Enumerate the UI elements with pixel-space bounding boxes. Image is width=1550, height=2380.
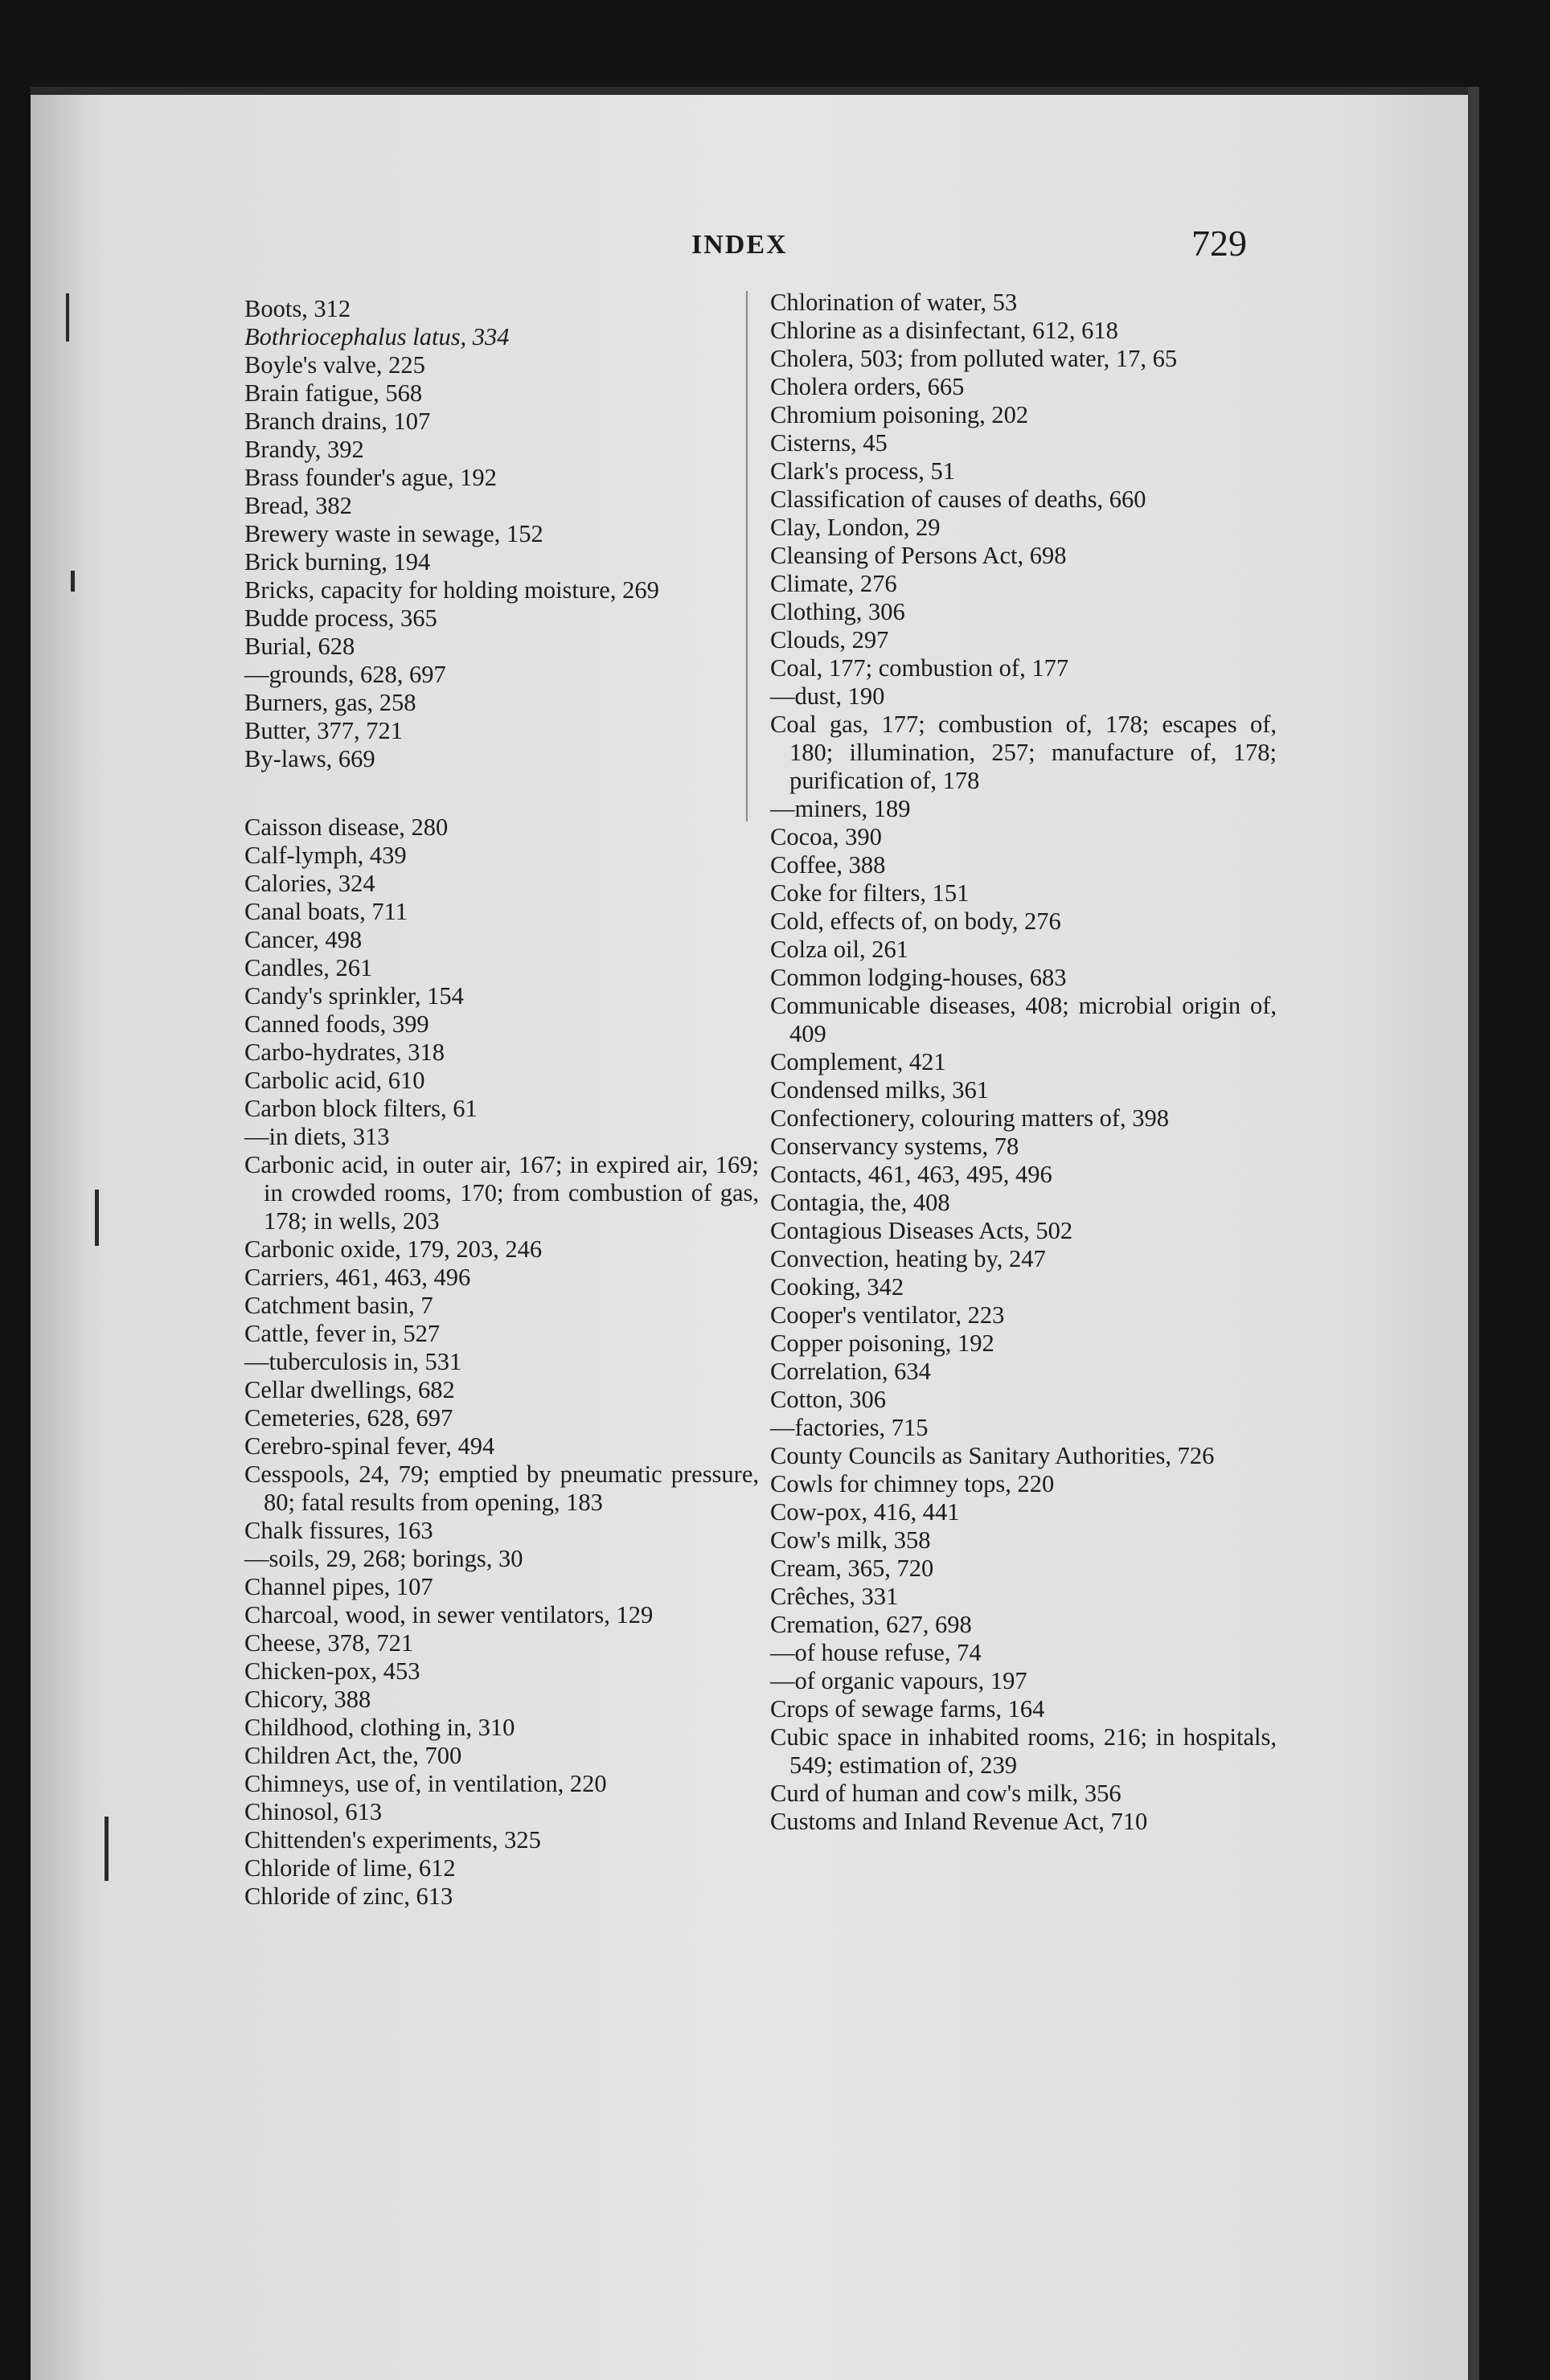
margin-mark	[105, 1817, 109, 1881]
index-entry: Contacts, 461, 463, 495, 496	[770, 1161, 1052, 1188]
index-entry: County Councils as Sanitary Authorities, 726	[770, 1442, 1215, 1469]
index-entry: —of house refuse, 74	[770, 1639, 982, 1666]
index-entry: Canned foods, 399	[244, 1010, 429, 1038]
index-entry: Childhood, clothing in, 310	[244, 1714, 515, 1741]
index-entry: Brass founder's ague, 192	[244, 464, 497, 491]
index-entry: Calf-lymph, 439	[244, 842, 407, 869]
index-entry: —factories, 715	[770, 1414, 929, 1441]
index-entry: Butter, 377, 721	[244, 717, 404, 744]
index-entry: Cesspools, 24, 79; emptied by pneumatic pressure, 80; fatal results from opening, 183	[244, 1460, 759, 1516]
index-entry: Complement, 421	[770, 1048, 946, 1075]
index-entry: Brandy, 392	[244, 436, 364, 463]
index-entry: Conservancy systems, 78	[770, 1133, 1019, 1160]
index-entry: Budde process, 365	[244, 604, 437, 632]
index-column-right	[770, 289, 1277, 1836]
index-entry: Branch drains, 107	[244, 408, 431, 435]
index-entry: Convection, heating by, 247	[770, 1245, 1046, 1272]
index-entry: Chloride of lime, 612	[244, 1854, 456, 1882]
index-entry: Clothing, 306	[770, 598, 905, 625]
index-entry: Confectionery, colouring matters of, 398	[770, 1104, 1170, 1132]
index-entry: —tuberculosis in, 531	[244, 1348, 462, 1375]
index-entry: Cow's milk, 358	[770, 1526, 931, 1554]
index-entry: Climate, 276	[770, 570, 897, 597]
section-gap	[244, 773, 759, 813]
page-edge-right	[1468, 87, 1479, 2380]
running-head: INDEX	[691, 230, 788, 260]
index-entry: Chloride of zinc, 613	[244, 1882, 453, 1910]
index-entry: Coffee, 388	[770, 851, 886, 879]
index-entry: Clay, London, 29	[770, 514, 941, 541]
page-edge-top	[31, 87, 1478, 95]
index-entry: Carbon block filters, 61	[244, 1095, 478, 1122]
index-entry: Cooper's ventilator, 223	[770, 1301, 1005, 1329]
index-entry: Cubic space in inhabited rooms, 216; in hospitals, 549; estimation of, 239	[770, 1723, 1277, 1779]
index-entry: Crops of sewage farms, 164	[770, 1695, 1045, 1723]
index-entry: Cerebro-spinal fever, 494	[244, 1432, 495, 1460]
index-entry: Cow-pox, 416, 441	[770, 1498, 960, 1526]
index-entry: Chromium poisoning, 202	[770, 401, 1029, 428]
index-entry: Carbolic acid, 610	[244, 1067, 425, 1094]
margin-mark	[71, 571, 75, 592]
index-entry: Cotton, 306	[770, 1386, 887, 1413]
index-entry: Bricks, capacity for holding moisture, 269	[244, 576, 659, 604]
index-entry: Chicory, 388	[244, 1686, 371, 1713]
index-entry: Catchment basin, 7	[244, 1292, 433, 1319]
index-entry: Cowls for chimney tops, 220	[770, 1470, 1055, 1497]
index-entry: Candles, 261	[244, 954, 373, 981]
index-entry: Cremation, 627, 698	[770, 1611, 972, 1638]
index-entry: Correlation, 634	[770, 1358, 931, 1385]
index-entry: Cooking, 342	[770, 1273, 904, 1301]
index-column-left	[244, 295, 759, 1911]
index-entry: Cellar dwellings, 682	[244, 1376, 455, 1403]
index-entry: Chittenden's experiments, 325	[244, 1826, 541, 1854]
index-entry: Chlorine as a disinfectant, 612, 618	[770, 317, 1118, 344]
index-entry: Coke for filters, 151	[770, 879, 970, 907]
index-entry: Chinosol, 613	[244, 1798, 383, 1825]
index-entry: Carriers, 461, 463, 496	[244, 1264, 471, 1291]
index-entry: Crêches, 331	[770, 1583, 899, 1610]
index-entry: Chicken-pox, 453	[244, 1657, 420, 1685]
index-entry: Cocoa, 390	[770, 823, 882, 850]
index-entry: Bothriocephalus latus, 334	[244, 323, 510, 350]
index-entry: Copper poisoning, 192	[770, 1329, 994, 1357]
index-entry: Condensed milks, 361	[770, 1076, 989, 1104]
index-entry: Boyle's valve, 225	[244, 351, 425, 379]
index-entry: Carbonic oxide, 179, 203, 246	[244, 1235, 543, 1263]
index-entry: —dust, 190	[770, 682, 885, 710]
index-entry: Chalk fissures, 163	[244, 1517, 433, 1544]
index-entry: Carbo-hydrates, 318	[244, 1038, 445, 1066]
index-entry: Caisson disease, 280	[244, 813, 449, 841]
index-entry: Brick burning, 194	[244, 548, 431, 576]
index-entry: Coal gas, 177; combustion of, 178; escapes of, 180; illumination, 257; manufacture of, 178; purification of, 178	[770, 711, 1277, 794]
index-entry: Customs and Inland Revenue Act, 710	[770, 1808, 1148, 1835]
index-entry: Cattle, fever in, 527	[244, 1320, 441, 1347]
index-entry: Brain fatigue, 568	[244, 379, 423, 407]
index-entry: Candy's sprinkler, 154	[244, 982, 464, 1010]
index-entry: Cholera, 503; from polluted water, 17, 65	[770, 345, 1178, 372]
index-entry: Cleansing of Persons Act, 698	[770, 542, 1067, 569]
index-entry: Coal, 177; combustion of, 177	[770, 654, 1069, 682]
index-entry: Cream, 365, 720	[770, 1555, 934, 1582]
index-entry: By-laws, 669	[244, 745, 375, 772]
index-entry: Children Act, the, 700	[244, 1742, 462, 1769]
index-entry: Brewery waste in sewage, 152	[244, 520, 543, 547]
page-number: 729	[1191, 223, 1247, 264]
index-entry: —miners, 189	[770, 795, 911, 822]
index-entry: Chimneys, use of, in ventilation, 220	[244, 1770, 607, 1797]
index-entry: Channel pipes, 107	[244, 1573, 433, 1600]
index-entry: —of organic vapours, 197	[770, 1667, 1027, 1694]
index-entry: Curd of human and cow's milk, 356	[770, 1780, 1121, 1807]
index-entry: Charcoal, wood, in sewer ventilators, 129	[244, 1601, 654, 1628]
index-entry: Cold, effects of, on body, 276	[770, 907, 1061, 935]
index-entry: Contagious Diseases Acts, 502	[770, 1217, 1073, 1244]
index-entry: Clark's process, 51	[770, 457, 955, 485]
gutter-shadow	[31, 87, 87, 2380]
index-entry: Contagia, the, 408	[770, 1189, 950, 1216]
index-entry: Cheese, 378, 721	[244, 1629, 414, 1657]
index-entry: Communicable diseases, 408; microbial origin of, 409	[770, 992, 1277, 1047]
index-entry: Burial, 628	[244, 633, 355, 660]
index-entry: Chlorination of water, 53	[770, 289, 1018, 316]
index-entry: Classification of causes of deaths, 660	[770, 485, 1146, 513]
index-entry: Bread, 382	[244, 492, 352, 519]
index-entry: Clouds, 297	[770, 626, 889, 653]
index-entry: Carbonic acid, in outer air, 167; in expired air, 169; in crowded rooms, 170; from combustion of gas, 178; in wells, 203	[244, 1151, 759, 1235]
index-entry: —soils, 29, 268; borings, 30	[244, 1545, 523, 1572]
index-entry: Cholera orders, 665	[770, 373, 965, 400]
margin-mark	[95, 1190, 99, 1246]
margin-mark	[66, 293, 69, 342]
index-entry: —grounds, 628, 697	[244, 661, 446, 688]
index-entry: —in diets, 313	[244, 1123, 390, 1150]
index-entry: Calories, 324	[244, 870, 375, 897]
index-entry: Canal boats, 711	[244, 898, 408, 925]
index-entry: Cancer, 498	[244, 926, 363, 953]
index-entry: Cemeteries, 628, 697	[244, 1404, 453, 1432]
index-entry: Boots, 312	[244, 295, 351, 322]
index-entry: Cisterns, 45	[770, 429, 888, 457]
index-entry: Common lodging-houses, 683	[770, 964, 1067, 991]
index-entry: Burners, gas, 258	[244, 689, 416, 716]
index-entry: Colza oil, 261	[770, 936, 908, 963]
